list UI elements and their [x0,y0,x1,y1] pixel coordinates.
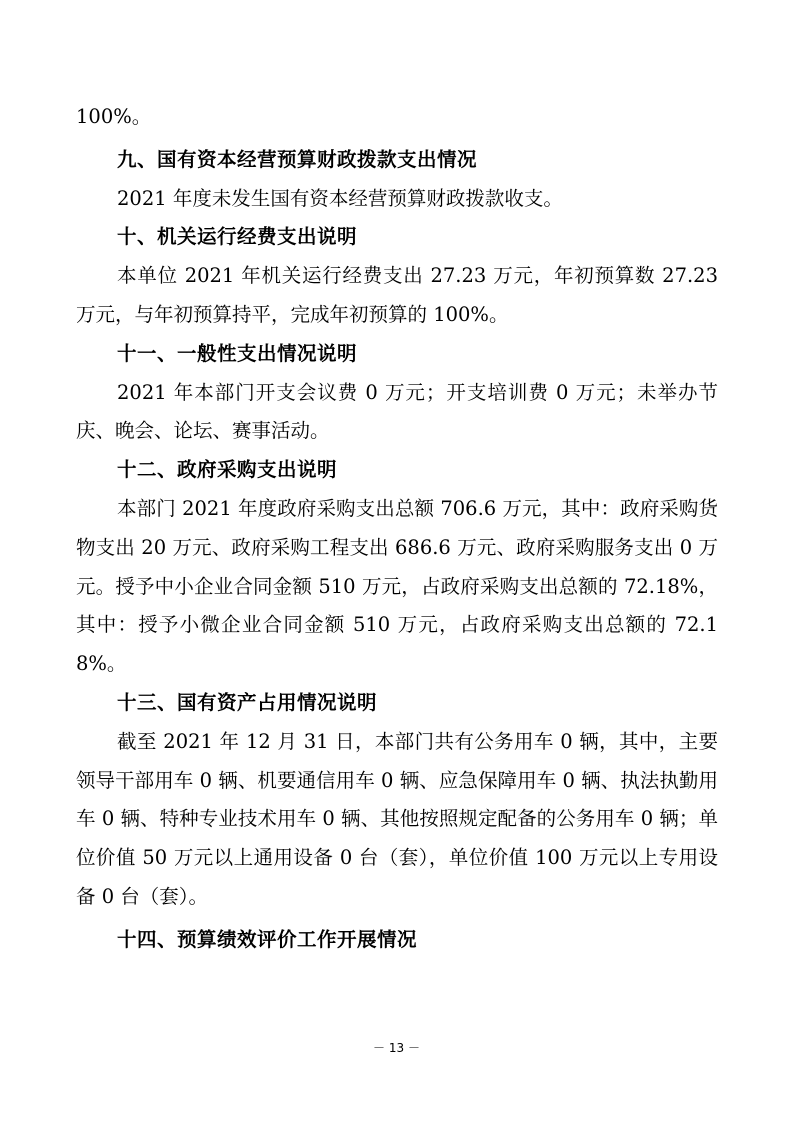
section-heading-9: 九、国有资本经营预算财政拨款支出情况 [117,147,478,171]
section-paragraph-13: 截至 2021 年 12 月 31 日，本部门共有公务用车 0 辆，其中，主要领导干部用车 0 辆、机要通信用车 0 辆、应急保障用车 0 辆、执法执勤用车 0 辆、特种专业技术用车 0 辆、其他按照规定配备的公务用车 0 辆；单位价值 50 万元以上通用设备 0 台（套），单位价值 100 万元以上专用设备 0 台（套）。 [76,729,718,908]
section-paragraph-11: 2021 年本部门开支会议费 0 万元；开支培训费 0 万元；未举办节庆、晚会、论坛、赛事活动。 [76,380,718,443]
section-heading-11: 十一、一般性支出情况说明 [117,341,358,365]
section-heading-12: 十二、政府采购支出说明 [117,458,338,482]
section-paragraph-12: 本部门 2021 年度政府采购支出总额 706.6 万元，其中：政府采购货物支出 20 万元、政府采购工程支出 686.6 万元、政府采购服务支出 0 万元。授予中小企业合同金额 510 万元，占政府采购支出总额的 72.18%，其中：授予小微企业合同金额 510 万元，占政府采购支出总额的 72.18%。 [76,496,718,676]
section-heading-10: 十、机关运行经费支出说明 [117,225,358,249]
section-paragraph-10: 本单位 2021 年机关运行经费支出 27.23 万元，年初预算数 27.23 万元，与年初预算持平，完成年初预算的 100%。 [76,264,718,326]
section-paragraph-9: 2021 年度未发生国有资本经营预算财政拨款收支。 [117,186,563,210]
section-heading-13: 十三、国有资产占用情况说明 [117,690,378,714]
section-heading-14: 十四、预算绩效评价工作开展情况 [117,927,418,951]
intro-fragment: 100%。 [76,105,152,128]
page-number: － 13 － [373,1041,420,1055]
document-body [76,98,718,960]
